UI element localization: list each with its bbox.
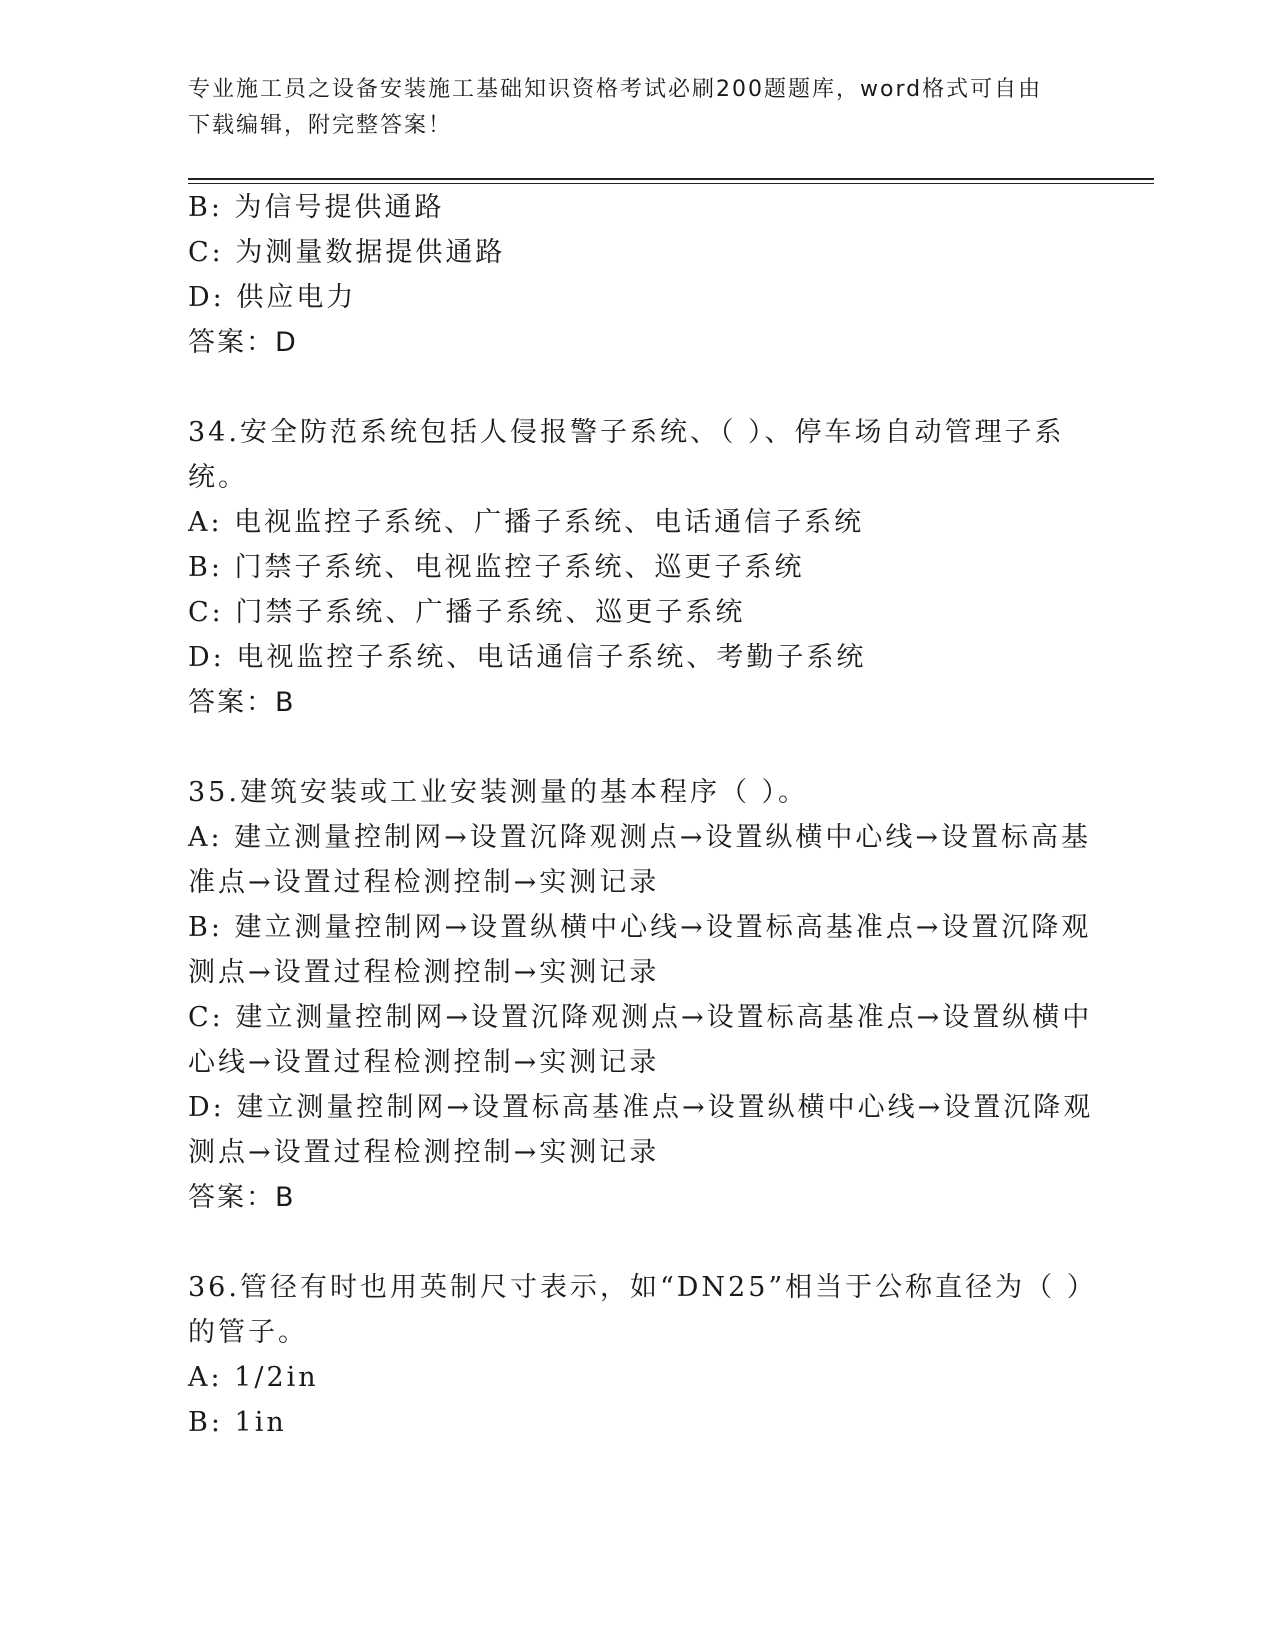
q36-stem-line-1: 36.管径有时也用英制尺寸表示，如“DN25”相当于公称直径为（ ） [188, 1272, 1097, 1303]
q34-stem-line-1: 34.安全防范系统包括人侵报警子系统、（ ）、停车场自动管理子系 [188, 417, 1065, 448]
q33-answer: 答案：D [188, 327, 298, 358]
q35-option-b-line-1: B: 建立测量控制网→设置纵横中心线→设置标高基准点→设置沉降观 [188, 912, 1092, 943]
q33-option-c: C: 为测量数据提供通路 [188, 237, 506, 268]
q35-option-c-line-2: 心线→设置过程检测控制→实测记录 [188, 1047, 660, 1078]
q33-option-d: D: 供应电力 [188, 282, 357, 313]
q34-option-b: B: 门禁子系统、电视监控子系统、巡更子系统 [188, 552, 805, 583]
header-rule-thick [188, 178, 1154, 180]
q35-option-a-line-2: 准点→设置过程检测控制→实测记录 [188, 867, 660, 898]
q36-stem-line-2: 的管子。 [188, 1317, 308, 1348]
q34-option-d: D: 电视监控子系统、电话通信子系统、考勤子系统 [188, 642, 867, 673]
q35-option-d-line-2: 测点→设置过程检测控制→实测记录 [188, 1137, 660, 1168]
header-line-1: 专业施工员之设备安装施工基础知识资格考试必刷200题题库，word格式可自由 [188, 77, 1043, 102]
q35-option-c-line-1: C: 建立测量控制网→设置沉降观测点→设置标高基准点→设置纵横中 [188, 1002, 1093, 1033]
q35-stem: 35.建筑安装或工业安装测量的基本程序（ ）。 [188, 777, 809, 808]
q34-answer: 答案：B [188, 687, 296, 718]
q35-option-d-line-1: D: 建立测量控制网→设置标高基准点→设置纵横中心线→设置沉降观 [188, 1092, 1094, 1123]
q35-option-b-line-2: 测点→设置过程检测控制→实测记录 [188, 957, 660, 988]
header-rule-thin [188, 183, 1154, 184]
header-line-2: 下载编辑，附完整答案！ [188, 113, 453, 138]
q35-option-a-line-1: A: 建立测量控制网→设置沉降观测点→设置纵横中心线→设置标高基 [188, 822, 1092, 853]
q34-option-a: A: 电视监控子系统、广播子系统、电话通信子系统 [188, 507, 865, 538]
q35-answer: 答案：B [188, 1182, 296, 1213]
q34-option-c: C: 门禁子系统、广播子系统、巡更子系统 [188, 597, 746, 628]
q33-option-b: B: 为信号提供通路 [188, 192, 445, 223]
document-header [188, 72, 1088, 144]
q34-stem-line-2: 统。 [188, 462, 248, 493]
q36-option-b: B: 1in [188, 1407, 287, 1438]
q36-option-a: A: 1/2in [188, 1362, 319, 1393]
